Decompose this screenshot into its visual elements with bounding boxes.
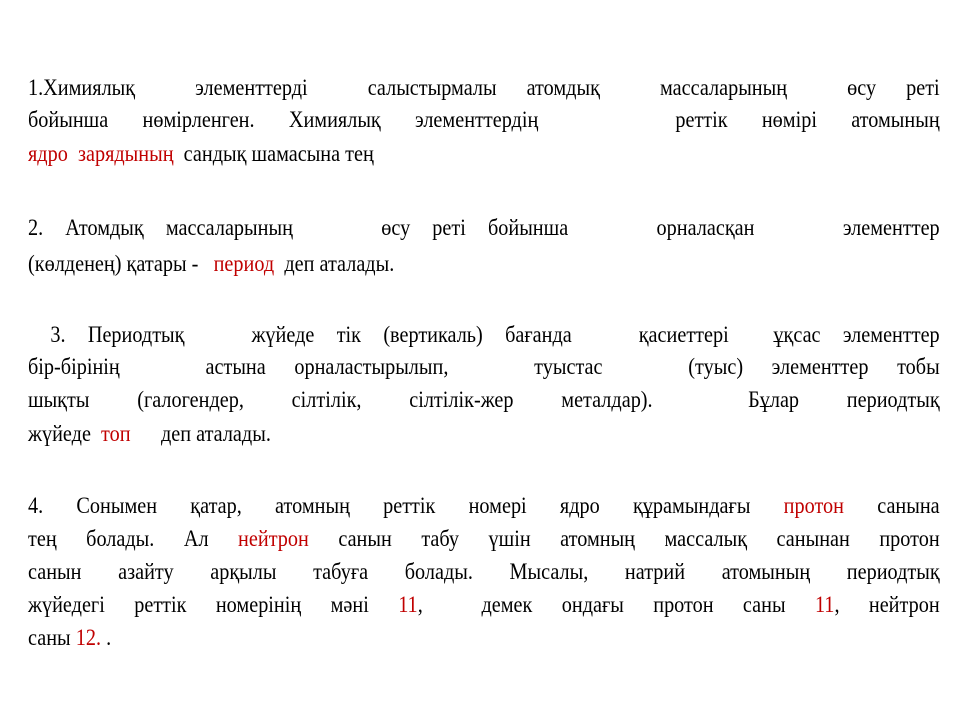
text-segment: . — [101, 625, 112, 650]
paragraph-3-line — [28, 420, 940, 448]
paragraph-2-line — [28, 250, 940, 278]
paragraph-3-line — [28, 321, 940, 349]
text-segment: 2. Атомдық массаларының өсу реті бойынша орналасқан элементтер — [28, 215, 940, 240]
text-segment: жүйедегі реттік номерінің мәні — [28, 592, 399, 617]
text-segment: , нейтрон — [834, 592, 940, 617]
highlighted-term: ядро зарядының — [28, 141, 174, 166]
text-segment: тең болады. Ал — [28, 526, 239, 551]
highlighted-term: 12. — [75, 625, 102, 650]
text-segment: санын азайту арқылы табуға болады. Мысалы, натрий атомының периодтық — [28, 559, 940, 584]
text-segment: шықты (галогендер, сілтілік, сілтілік-жер металдар). Бұлар периодтық — [28, 387, 940, 412]
paragraph-1-line — [28, 106, 940, 134]
paragraph-4-line — [28, 558, 940, 586]
text-segment: 4. Сонымен қатар, атомның реттік номері ядро құрамындағы — [28, 493, 784, 518]
paragraph-2-line — [28, 214, 940, 242]
text-segment: санын табу үшін атомның массалық санынан протон — [308, 526, 940, 551]
text-segment: жүйеде — [28, 421, 102, 446]
paragraph-4-line — [28, 591, 940, 619]
paragraph-3-line — [28, 353, 940, 381]
highlighted-term: протон — [783, 493, 844, 518]
highlighted-term: период — [213, 251, 275, 276]
highlighted-term: нейтрон — [238, 526, 309, 551]
text-segment: саны — [28, 625, 76, 650]
highlighted-term: топ — [101, 421, 131, 446]
text-segment: (көлденең) қатары - — [28, 251, 214, 276]
text-segment: , демек ондағы протон саны — [417, 592, 815, 617]
paragraph-1-line — [28, 74, 940, 102]
text-segment: санына — [843, 493, 940, 518]
text-segment: бір-бірінің астына орналастырылып, туыстас (туыс) элементтер тобы — [28, 354, 940, 379]
text-segment: 3. Периодтық жүйеде тік (вертикаль) бағанда қасиеттері ұқсас элементтер — [28, 322, 940, 347]
text-segment: бойынша нөмірленген. Химиялық элементтердің реттік нөмірі атомының — [28, 107, 940, 132]
paragraph-4-line — [28, 624, 940, 652]
highlighted-term: 11 — [814, 592, 835, 617]
text-segment: 1.Химиялық элементтерді салыстырмалы атомдық массаларының өсу реті — [28, 75, 940, 100]
paragraph-4-line — [28, 525, 940, 553]
highlighted-term: 11 — [398, 592, 418, 617]
text-segment: сандық шамасына тең — [173, 141, 374, 166]
paragraph-1-line — [28, 140, 940, 168]
paragraph-4-line — [28, 492, 940, 520]
paragraph-3-line — [28, 386, 940, 414]
text-segment: деп аталады. — [130, 421, 271, 446]
text-segment: деп аталады. — [274, 251, 395, 276]
